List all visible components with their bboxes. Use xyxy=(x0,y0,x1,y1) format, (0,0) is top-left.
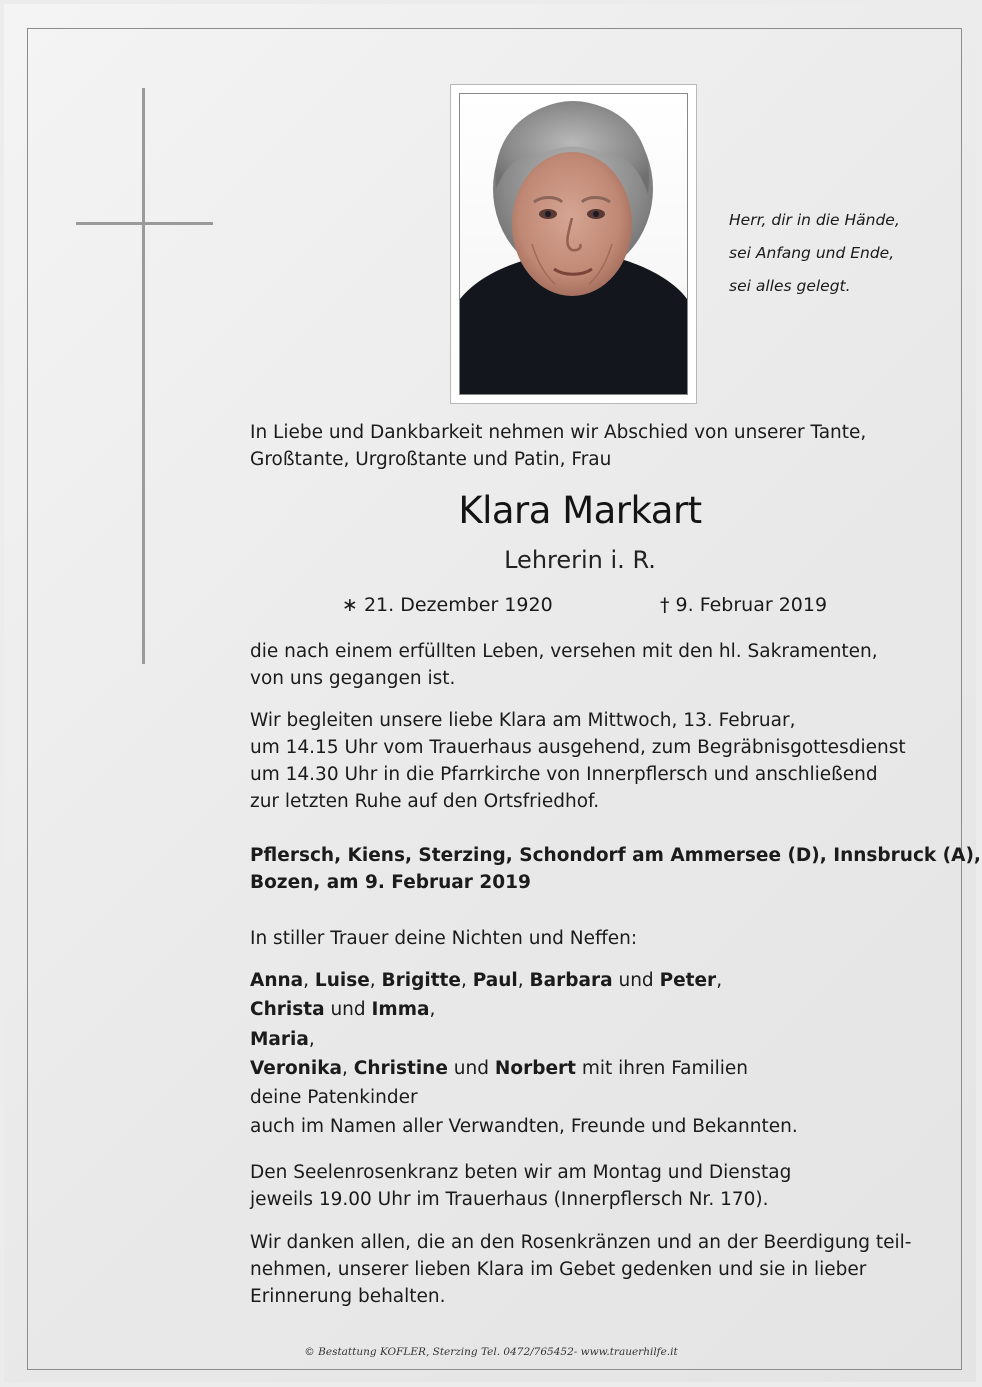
mourner-name: Veronika xyxy=(250,1057,342,1079)
mourners-intro: In stiller Trauer deine Nichten und Neffen: xyxy=(250,928,638,949)
mourners-line: Maria, xyxy=(250,1028,315,1050)
verse xyxy=(729,204,900,303)
undertaker-footer: © Bestattung KOFLER, Sterzing Tel. 0472/765452- www.trauerhilfe.it xyxy=(304,1346,678,1358)
mourner-name: Barbara xyxy=(529,970,613,991)
mourner-name: Brigitte xyxy=(381,970,461,991)
place-date-paragraph xyxy=(250,842,981,896)
funeral-line: um 14.15 Uhr vom Trauerhaus ausgehend, zum Begräbnisgottesdienst xyxy=(250,737,906,758)
thanks-line: nehmen, unserer lieben Klara im Gebet gedenken und sie in lieber xyxy=(250,1259,867,1280)
verse-line: Herr, dir in die Hände, xyxy=(729,211,900,229)
rosary-line: Den Seelenrosenkranz beten wir am Montag und Dienstag xyxy=(250,1162,792,1183)
conjunction: und xyxy=(330,999,366,1021)
funeral-paragraph xyxy=(250,707,910,815)
verse-line: sei alles gelegt. xyxy=(729,277,851,295)
cross-horizontal-bar xyxy=(76,222,213,225)
place-line: Bozen, am 9. Februar 2019 xyxy=(250,872,531,893)
death-date: † 9. Februar 2019 xyxy=(660,594,828,616)
thanks-line: Erinnerung behalten. xyxy=(250,1286,446,1307)
life-line: die nach einem erfüllten Leben, versehen mit den hl. Sakramenten, xyxy=(250,641,878,662)
mourner-name: Luise xyxy=(314,970,370,991)
life-paragraph xyxy=(250,638,910,692)
mourners-line: deine Patenkinder xyxy=(250,1087,418,1109)
mourner-name: Maria xyxy=(250,1028,309,1050)
mourners-line: Christa und Imma, xyxy=(250,999,436,1021)
thanks-line: Wir danken allen, die an den Rosenkränzen und an der Beerdigung teil- xyxy=(250,1232,912,1253)
mourner-name: Anna xyxy=(250,970,304,991)
funeral-line: um 14.30 Uhr in die Pfarrkirche von Innerpflersch und anschließend xyxy=(250,764,878,785)
mourner-name: Paul xyxy=(472,970,518,991)
mourner-name: Norbert xyxy=(494,1057,576,1079)
mourner-name: Christa xyxy=(250,999,325,1021)
rosary-paragraph xyxy=(250,1159,910,1213)
deceased-title: Lehrerin i. R. xyxy=(504,546,656,574)
mourners-line: Anna, Luise, Brigitte, Paul, Barbara und Peter, xyxy=(250,970,723,991)
verse-line: sei Anfang und Ende, xyxy=(729,244,895,262)
intro-paragraph xyxy=(250,419,910,473)
intro-line: Großtante, Urgroßtante und Patin, Frau xyxy=(250,449,612,470)
place-line: Pflersch, Kiens, Sterzing, Schondorf am Ammersee (D), Innsbruck (A), xyxy=(250,845,981,866)
conjunction: und xyxy=(618,970,654,991)
deceased-name: Klara Markart xyxy=(458,489,702,532)
mourner-name: Peter xyxy=(659,970,717,991)
life-line: von uns gegangen ist. xyxy=(250,668,456,689)
cross-vertical-bar xyxy=(142,88,145,664)
mourners-line: auch im Namen aller Verwandten, Freunde und Bekannten. xyxy=(250,1116,798,1138)
conjunction: und xyxy=(453,1057,489,1079)
mourner-name: Christine xyxy=(353,1057,448,1079)
mourners-suffix: mit ihren Familien xyxy=(581,1057,749,1079)
intro-line: In Liebe und Dankbarkeit nehmen wir Abschied von unserer Tante, xyxy=(250,422,867,443)
rosary-line: jeweils 19.00 Uhr im Trauerhaus (Innerpflersch Nr. 170). xyxy=(250,1189,769,1210)
portrait-frame xyxy=(450,84,697,404)
funeral-line: zur letzten Ruhe auf den Ortsfriedhof. xyxy=(250,791,600,812)
birth-date: ∗ 21. Dezember 1920 xyxy=(342,594,553,616)
mourners-line: Veronika, Christine und Norbert mit ihren Familien xyxy=(250,1057,749,1079)
portrait-illustration xyxy=(460,94,687,394)
funeral-line: Wir begleiten unsere liebe Klara am Mittwoch, 13. Februar, xyxy=(250,710,796,731)
thanks-paragraph xyxy=(250,1229,910,1310)
mourners-list xyxy=(250,966,910,1142)
mourner-name: Imma xyxy=(371,999,430,1021)
portrait-photo xyxy=(459,93,688,395)
